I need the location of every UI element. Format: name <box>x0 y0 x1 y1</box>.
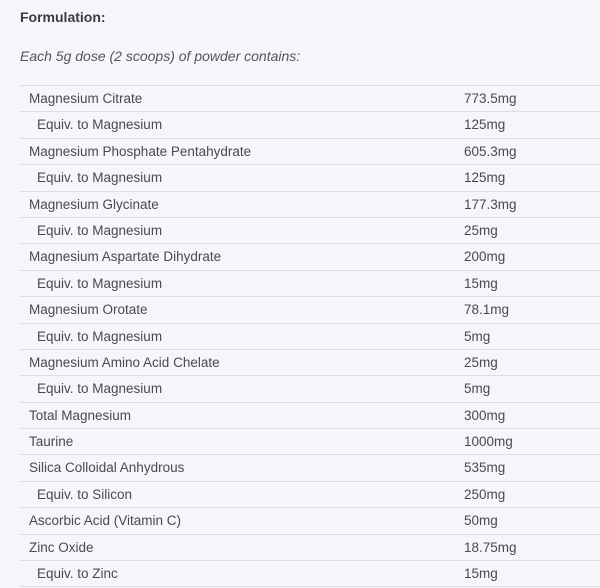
ingredient-row <box>20 139 600 165</box>
ingredient-name: Equiv. to Magnesium <box>37 117 163 133</box>
ingredient-amount: 15mg <box>464 566 498 582</box>
ingredient-name: Magnesium Orotate <box>29 302 148 318</box>
ingredient-name: Magnesium Aspartate Dihydrate <box>29 249 222 265</box>
ingredient-name: Equiv. to Magnesium <box>37 328 163 344</box>
ingredient-subrow <box>20 561 600 587</box>
ingredient-row <box>20 455 600 481</box>
ingredient-amount: 1000mg <box>464 434 513 450</box>
ingredient-name: Magnesium Citrate <box>29 91 143 106</box>
ingredient-amount: 250mg <box>464 486 506 502</box>
ingredient-row <box>20 192 600 218</box>
dose-intro-text: Each 5g dose (2 scoops) of powder contains: <box>20 48 301 64</box>
ingredient-name: Magnesium Glycinate <box>29 196 159 212</box>
ingredient-amount: 5mg <box>464 328 491 344</box>
ingredient-name: Equiv. to Magnesium <box>37 381 163 397</box>
ingredient-name: Equiv. to Magnesium <box>37 170 163 186</box>
ingredient-name: Equiv. to Zinc <box>37 566 118 582</box>
ingredient-amount: 125mg <box>464 170 506 186</box>
ingredient-amount: 605.3mg <box>464 143 517 159</box>
ingredient-amount: 177.3mg <box>464 196 517 212</box>
ingredient-amount: 18.75mg <box>464 539 517 555</box>
ingredient-name: Ascorbic Acid (Vitamin C) <box>29 513 182 529</box>
ingredient-amount: 50mg <box>464 513 498 529</box>
ingredient-name: Taurine <box>29 434 74 450</box>
ingredient-name: Zinc Oxide <box>29 539 94 555</box>
ingredient-amount: 25mg <box>464 354 498 370</box>
ingredient-row <box>20 86 600 112</box>
ingredient-row <box>20 508 600 534</box>
ingredient-amount: 300mg <box>464 407 506 423</box>
formulation-heading: Formulation: <box>20 9 106 25</box>
ingredient-subrow <box>20 165 600 191</box>
ingredient-amount: 5mg <box>464 381 491 397</box>
ingredient-name: Equiv. to Magnesium <box>37 222 163 238</box>
ingredient-name: Equiv. to Silicon <box>37 486 133 502</box>
ingredient-row <box>20 429 600 455</box>
ingredient-amount: 125mg <box>464 117 506 133</box>
ingredient-amount: 25mg <box>464 222 498 238</box>
ingredient-name: Silica Colloidal Anhydrous <box>29 460 185 476</box>
ingredient-amount: 200mg <box>464 249 506 265</box>
ingredient-row <box>20 535 600 561</box>
ingredient-subrow <box>20 482 600 508</box>
ingredient-name: Magnesium Amino Acid Chelate <box>29 354 220 370</box>
ingredient-row <box>20 350 600 376</box>
ingredient-row <box>20 244 600 270</box>
ingredient-amount: 773.5mg <box>464 91 517 106</box>
ingredient-subrow <box>20 218 600 244</box>
ingredients-table <box>20 85 600 587</box>
ingredient-subrow <box>20 324 600 350</box>
ingredient-name: Equiv. to Magnesium <box>37 275 163 291</box>
ingredient-amount: 535mg <box>464 460 506 476</box>
ingredient-name: Magnesium Phosphate Pentahydrate <box>29 143 252 159</box>
ingredient-row <box>20 403 600 429</box>
ingredient-amount: 15mg <box>464 275 498 291</box>
ingredient-subrow <box>20 271 600 297</box>
ingredient-subrow <box>20 112 600 138</box>
ingredient-name: Total Magnesium <box>29 407 132 423</box>
ingredient-subrow <box>20 376 600 402</box>
ingredient-row <box>20 297 600 323</box>
ingredient-amount: 78.1mg <box>464 302 510 318</box>
